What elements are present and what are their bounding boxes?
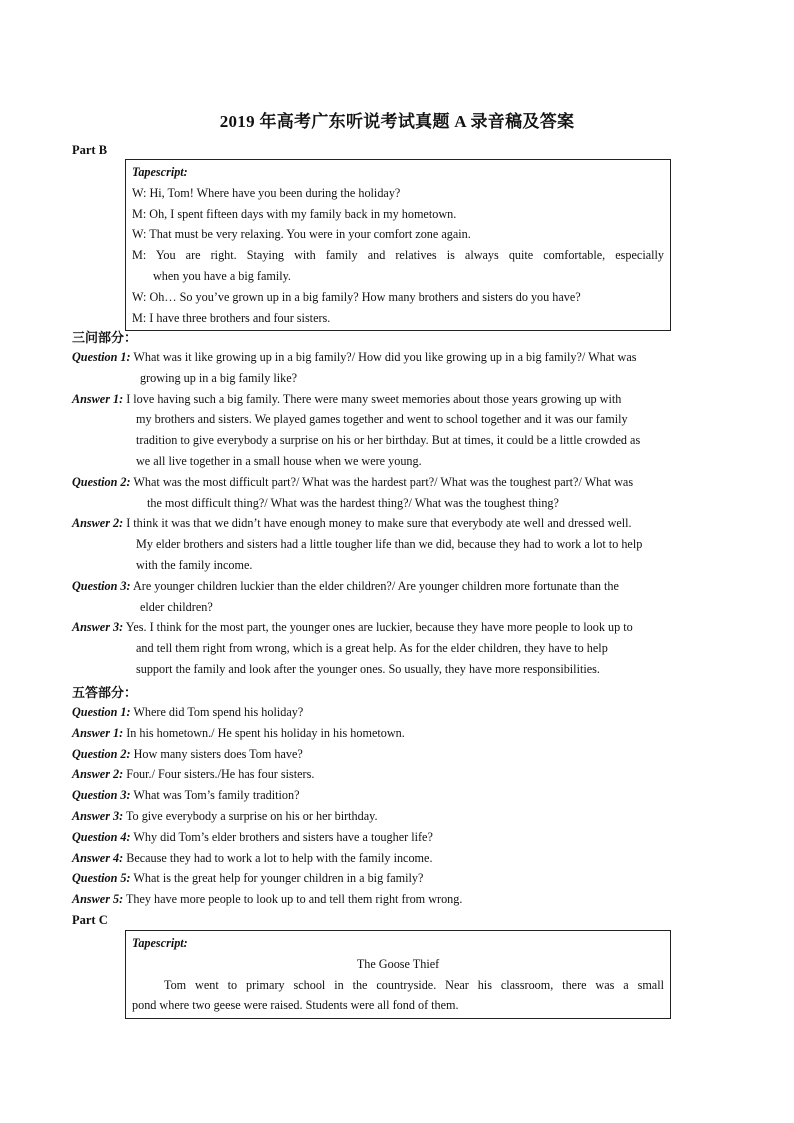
question-line [72,785,722,806]
part-b-label: Part B [72,143,108,157]
dialogue-line: W: Oh… So you’ve grown up in a big family? How many brothers and sisters do you have? [132,289,581,304]
question-label: Question 3: [72,578,131,593]
question-text: What is the great help for younger children in a big family? [133,871,424,886]
question-text: What was it like growing up in a big family?/ How did you like growing up in a big family?/ What was [133,350,637,364]
answer-line: with the family income. [136,557,253,572]
answer-line [72,848,722,869]
dialogue-line: W: That must be very relaxing. You were in your comfort zone again. [132,227,471,242]
dialogue-line: W: Hi, Tom! Where have you been during the holiday? [132,185,401,200]
answer-line: My elder brothers and sisters had a little tougher life than we did, because they had to work a lot to help [136,537,643,552]
question-text: How many sisters does Tom have? [133,746,303,761]
question-text: What was the most difficult part?/ What was the hardest part?/ What was the toughest part?/ What was [133,474,634,489]
question-text: What was Tom’s family tradition? [133,788,300,803]
tapescript-heading: Tapescript: [132,165,188,179]
answer-line [72,764,722,785]
question-label: Question 4: [72,829,131,844]
five-answers-heading: 五答部分： [72,686,138,701]
question-label: Question 2: [72,746,131,761]
story-line: Tom went to primary school in the countryside. Near his classroom, there was a small [164,977,664,992]
five-answers-list [72,702,722,910]
answer-line: and tell them right from wrong, which is a great help. As for the elder children, they have to help [136,641,608,656]
question-line [72,868,722,889]
answer-line [72,723,722,744]
answer-line: my brothers and sisters. We played games together and went to school together and it was our family [136,412,628,427]
answer-label: Answer 4: [72,850,124,865]
question-line: the most difficult thing?/ What was the hardest thing?/ What was the toughest thing? [147,495,559,510]
part-c-tapescript-box [125,930,671,1019]
answer-text: I love having such a big family. There were many sweet memories about those years growing up with [126,391,622,406]
question-label: Question 3: [72,788,131,803]
answer-line [72,806,722,827]
story-line: pond where two geese were raised. Students were all fond of them. [132,998,459,1013]
answer-line [72,889,722,910]
answer-label: Answer 2: [72,767,124,782]
question-line: growing up in a big family like? [140,370,298,385]
answer-line: we all live together in a small house when we were young. [136,453,422,468]
three-questions-list [72,347,722,680]
question-line [72,472,722,493]
question-line [72,827,722,848]
dialogue-line: M: I have three brothers and four sisters. [132,310,331,325]
question-text: Why did Tom’s elder brothers and sisters have a tougher life? [133,829,433,844]
question-label: Question 1: [72,350,131,364]
answer-line [72,617,722,638]
question-text: Where did Tom spend his holiday? [133,705,304,719]
tapescript-heading: Tapescript: [132,936,188,950]
answer-label: Answer 1: [72,725,124,740]
question-label: Question 1: [72,705,131,719]
answer-label: Answer 5: [72,892,124,907]
question-line [72,576,722,597]
answer-text: To give everybody a surprise on his or her birthday. [125,808,378,823]
part-c-label: Part C [72,913,108,927]
answer-line: support the family and look after the younger ones. So usually, they have more responsibilities. [136,661,600,676]
three-questions-heading: 三问部分： [72,331,138,346]
answer-label: Answer 3: [72,620,124,635]
dialogue-line: M: You are right. Staying with family and relatives is always quite comfortable, especially [132,248,664,263]
answer-label: Answer 1: [72,391,124,406]
dialogue-line: M: Oh, I spent fifteen days with my family back in my hometown. [132,206,457,221]
answer-text: They have more people to look up to and tell them right from wrong. [125,892,463,907]
dialogue-line: when you have a big family. [153,268,291,283]
answer-text: Four./ Four sisters./He has four sisters. [126,767,315,782]
answer-text: Yes. I think for the most part, the younger ones are luckier, because they have more people to look up to [125,620,633,635]
question-text: Are younger children luckier than the elder children?/ Are younger children more fortunate than the [132,578,619,593]
question-line [72,702,722,723]
question-line: elder children? [140,599,213,614]
answer-label: Answer 2: [72,516,124,531]
question-line [72,347,722,368]
document-title: 2019 年高考广东听说考试真题 A 录音稿及答案 [219,112,575,131]
answer-text: Because they had to work a lot to help with the family income. [126,850,433,865]
answer-text: I think it was that we didn’t have enough money to make sure that everybody ate well and dressed well. [126,516,632,531]
part-b-tapescript-box [125,159,671,331]
question-label: Question 5: [72,871,131,886]
answer-line [72,389,722,410]
question-line [72,744,722,765]
answer-line: tradition to give everybody a surprise on his or her birthday. But at times, it could be a little crowded as [136,433,641,448]
story-title: The Goose Thief [356,956,440,971]
answer-label: Answer 3: [72,808,124,823]
question-label: Question 2: [72,474,131,489]
answer-text: In his hometown./ He spent his holiday in his hometown. [126,725,405,740]
answer-line [72,513,722,534]
